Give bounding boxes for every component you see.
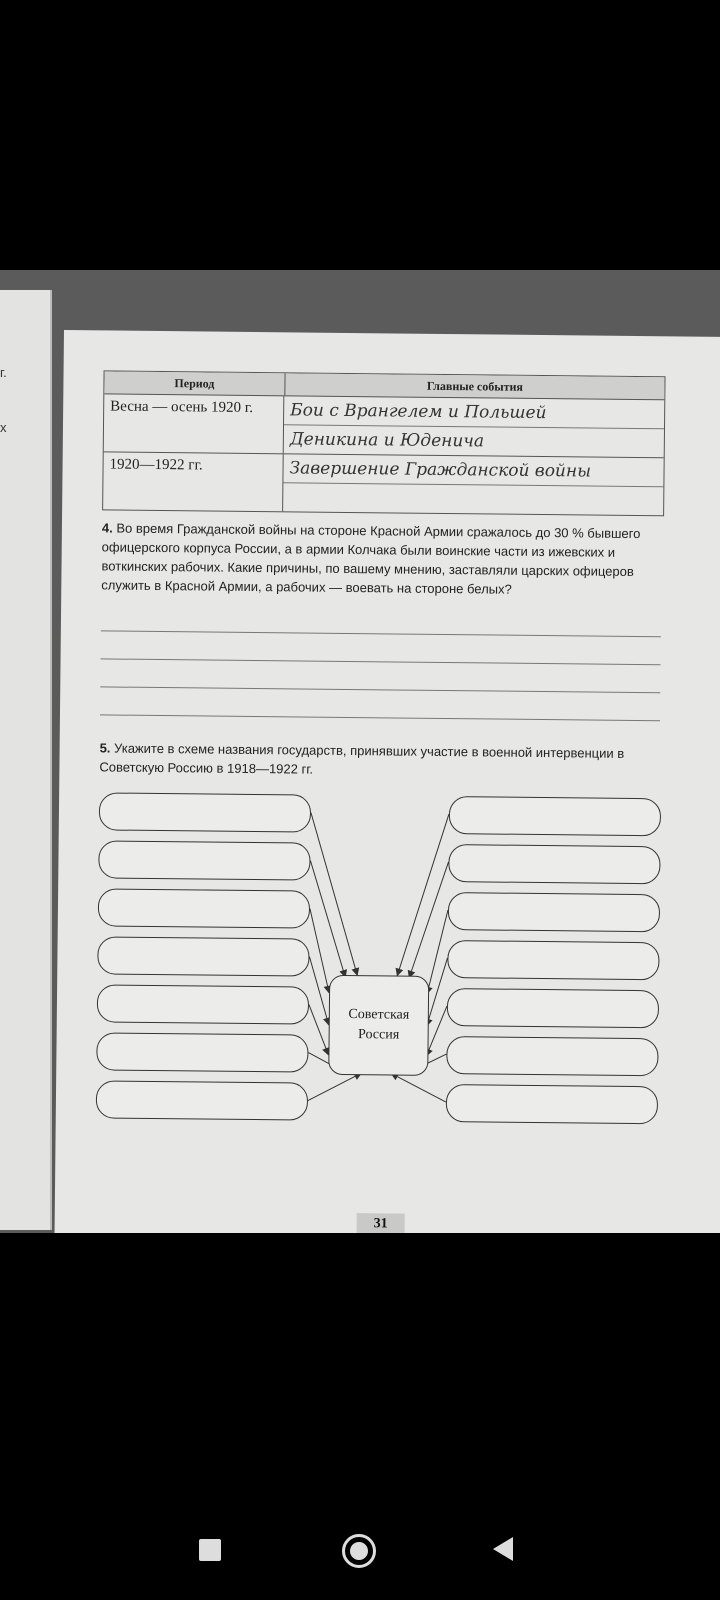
country-box[interactable]	[97, 984, 309, 1024]
arrow	[309, 909, 330, 993]
question-text: Во время Гражданской войны на стороне Красной Армии сражалось до 30 % бывшего офицерского корпуса России, а в армии Колчака были воинские части из ижевских и воткинских рабочих. Какие причины, по вашему мнению, заставляли царских офицеров служить в Красной Армии, а рабочих — воевать на стороне белых?	[101, 520, 641, 597]
country-box[interactable]	[96, 1032, 308, 1072]
left-page-fragment: г.	[0, 365, 7, 380]
center-label-line1: Советская	[348, 1007, 410, 1023]
country-box[interactable]	[449, 796, 661, 836]
header-period: Период	[104, 371, 285, 395]
question-text: Укажите в схеме названия государств, принявших участие в военной интервенции в Советскую Россию в 1918—1922 гг.	[99, 740, 625, 777]
arrow	[397, 814, 449, 977]
period-cell: Весна — осень 1920 г.	[104, 394, 285, 453]
page-number: 31	[357, 1213, 405, 1233]
handwritten-entry[interactable]: Бои с Врангелем и Польшей	[284, 396, 664, 429]
back-icon[interactable]	[493, 1537, 513, 1561]
photo-area	[0, 270, 720, 1233]
country-box[interactable]	[448, 844, 660, 884]
country-box[interactable]	[446, 1084, 658, 1124]
country-box[interactable]	[446, 1036, 658, 1076]
arrow	[309, 813, 359, 975]
center-label-line2: Россия	[357, 1027, 400, 1043]
soviet-russia-box	[328, 975, 429, 1076]
recents-icon[interactable]	[199, 1539, 221, 1561]
country-box[interactable]	[98, 888, 310, 928]
android-nav-bar	[0, 1520, 720, 1580]
country-box[interactable]	[447, 988, 659, 1028]
arrow	[309, 957, 330, 1025]
country-box[interactable]	[96, 1080, 308, 1120]
home-icon[interactable]	[342, 1534, 376, 1568]
header-events: Главные события	[426, 378, 524, 394]
question-number: 4.	[101, 520, 113, 536]
country-box[interactable]	[448, 892, 660, 932]
left-page-fragment: х	[0, 420, 7, 435]
country-box[interactable]	[97, 936, 309, 976]
arrow	[391, 1073, 446, 1102]
question-number: 5.	[99, 740, 111, 756]
period-cell: 1920—1922 гг.	[103, 452, 284, 511]
handwritten-entry[interactable]: Завершение Гражданской войны	[283, 454, 663, 487]
handwritten-entry[interactable]: Деникина и Юденича	[289, 429, 485, 452]
country-box[interactable]	[98, 840, 310, 880]
arrow	[427, 910, 448, 994]
country-box[interactable]	[99, 792, 311, 832]
arrow	[426, 1006, 447, 1056]
left-page-edge	[0, 290, 52, 1230]
country-box[interactable]	[447, 940, 659, 980]
arrow	[308, 1005, 329, 1055]
workbook-page	[54, 330, 720, 1233]
arrow	[308, 1073, 361, 1102]
arrow	[427, 958, 448, 1026]
